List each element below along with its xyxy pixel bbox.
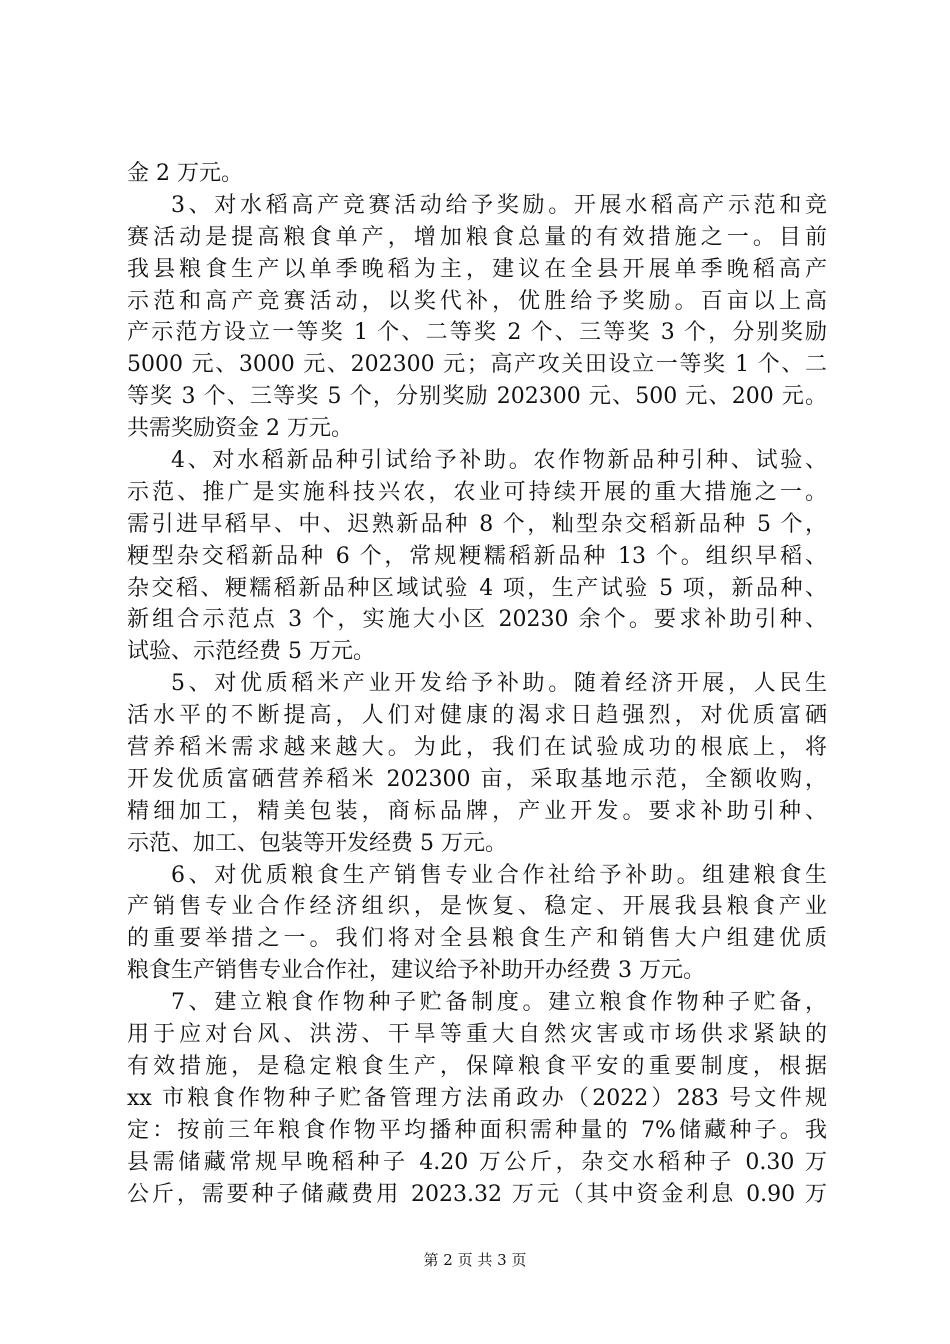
text-line: 有效措施，是稳定粮食生产，保障粮食平安的重要制度，根据: [127, 1053, 827, 1079]
text-line: 需引进早稻早、中、迟熟新品种 8 个，籼型杂交稻新品种 5 个，: [127, 511, 827, 537]
text-line: 杂交稻、粳糯稻新品种区域试验 4 项，生产试验 5 项，新品种、: [127, 575, 827, 601]
text-line: 示范、推广是实施科技兴农，农业可持续开展的重大措施之一。: [127, 479, 827, 505]
text-line: 的重要举措之一。我们将对全县粮食生产和销售大户组建优质: [127, 926, 827, 952]
text-line: 用于应对台风、洪涝、干旱等重大自然灾害或市场供求紧缺的: [127, 1022, 827, 1048]
text-line: 活水平的不断提高，人们对健康的渴求日趋强烈，对优质富硒: [127, 703, 827, 729]
page-footer: 第 2 页 共 3 页: [423, 1251, 527, 1269]
text-line: xx 市粮食作物种子贮备管理方法甬政办（2022）283 号文件规: [127, 1085, 827, 1111]
text-line: 7、建立粮食作物种子贮备制度。建立粮食作物种子贮备，: [171, 990, 827, 1016]
text-line: 定：按前三年粮食作物平均播种面积需种量的 7%储藏种子。我: [127, 1117, 827, 1143]
text-line: 6、对优质粮食生产销售专业合作社给予补助。组建粮食生: [171, 862, 827, 888]
text-line: 试验、示范经费 5 万元。: [127, 639, 375, 665]
text-line: 营养稻米需求越来越大。为此，我们在试验成功的根底上，将: [127, 735, 827, 761]
text-line: 示范、加工、包装等开发经费 5 万元。: [127, 830, 507, 856]
text-line: 5、对优质稻米产业开发给予补助。随着经济开展，人民生: [171, 671, 827, 697]
text-line: 4、对水稻新品种引试给予补助。农作物新品种引种、试验、: [171, 448, 827, 474]
text-line: 3、对水稻高产竞赛活动给予奖励。开展水稻高产示范和竞: [171, 192, 827, 218]
text-line: 我县粮食生产以单季晚稻为主，建议在全县开展单季晚稻高产: [127, 256, 827, 282]
document-body: [127, 158, 827, 1210]
text-line: 产销售专业合作经济组织，是恢复、稳定、开展我县粮食产业: [127, 894, 827, 920]
text-line: 金 2 万元。: [127, 161, 243, 186]
text-line: 新组合示范点 3 个，实施大小区 20230 余个。要求补助引种、: [127, 607, 827, 633]
text-line: 示范和高产竞赛活动，以奖代补，优胜给予奖励。百亩以上高: [127, 288, 827, 314]
text-line: 产示范方设立一等奖 1 个、二等奖 2 个、三等奖 3 个，分别奖励: [127, 320, 827, 346]
text-line: 粳型杂交稻新品种 6 个，常规粳糯稻新品种 13 个。组织早稻、: [127, 543, 827, 569]
text-line: 县需储藏常规早晚稻种子 4.20 万公斤，杂交水稻种子 0.30 万: [127, 1149, 827, 1175]
text-line: 5000 元、3000 元、202300 元；高产攻关田设立一等奖 1 个、二: [127, 352, 827, 378]
text-line: 赛活动是提高粮食单产，增加粮食总量的有效措施之一。目前: [127, 224, 827, 250]
text-line: 共需奖励资金 2 万元。: [127, 416, 353, 442]
text-line: 公斤，需要种子储藏费用 2023.32 万元（其中资金利息 0.90 万: [127, 1181, 827, 1207]
text-line: 开发优质富硒营养稻米 202300 亩，采取基地示范，全额收购，: [127, 766, 827, 792]
text-line: 等奖 3 个、三等奖 5 个，分别奖励 202300 元、500 元、200 元。: [127, 384, 827, 410]
text-line: 粮食生产销售专业合作社，建议给予补助开办经费 3 万元。: [127, 958, 705, 984]
text-line: 精细加工，精美包装，商标品牌，产业开发。要求补助引种、: [127, 798, 827, 824]
